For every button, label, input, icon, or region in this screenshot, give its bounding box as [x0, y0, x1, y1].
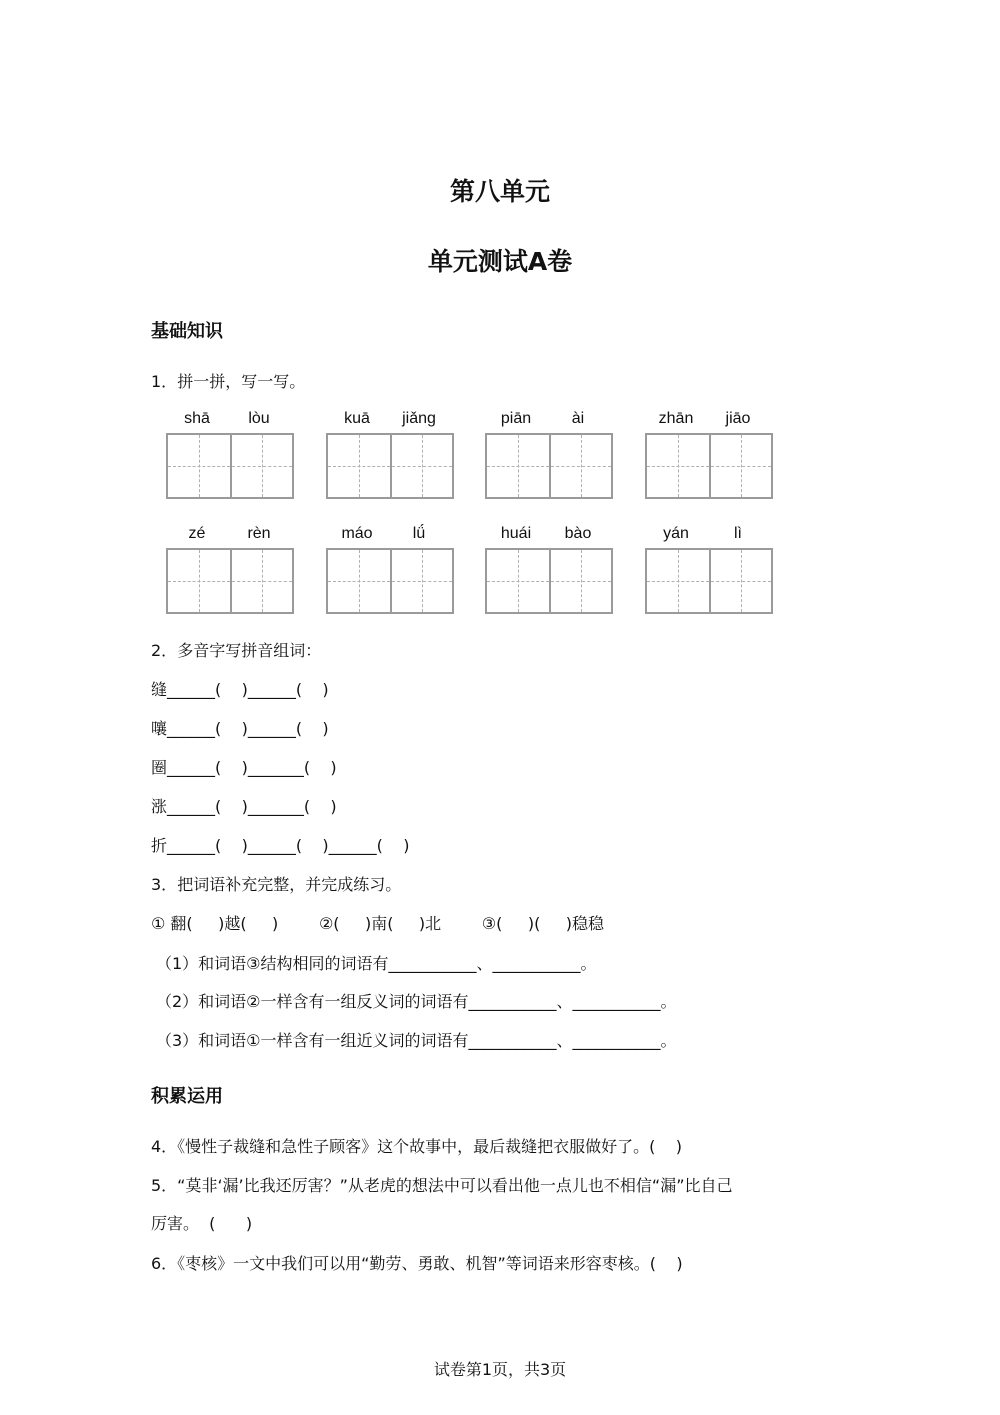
writing-grid	[326, 433, 454, 499]
pinyin-group	[485, 525, 611, 625]
question-text: 多音字写拼音组词：	[177, 641, 322, 660]
pinyin-syllable: ài	[571, 410, 585, 427]
writing-cell[interactable]	[487, 550, 549, 612]
writing-cell[interactable]	[168, 435, 230, 497]
writing-cell[interactable]	[709, 550, 771, 612]
writing-cell[interactable]	[168, 550, 230, 612]
writing-grid	[645, 433, 773, 499]
writing-cell[interactable]	[647, 550, 709, 612]
writing-cell[interactable]	[487, 435, 549, 497]
pinyin-group	[645, 525, 771, 625]
question-2	[151, 641, 321, 661]
question-text: 拼一拼，写一写。	[177, 372, 306, 391]
writing-cell[interactable]	[230, 550, 292, 612]
question-5[interactable]: 5．“莫非‘漏’比我还厉害？”从老虎的想法中可以看出他一点儿也不相信“漏”比自己	[151, 1176, 733, 1195]
polyphone-line-1[interactable]: 缝______( )______( )	[151, 680, 329, 699]
section-heading-basics: 基础知识	[151, 321, 223, 342]
question-3	[151, 875, 401, 895]
writing-grid	[645, 548, 773, 614]
subquestion-3[interactable]: （3）和词语①一样含有一组近义词的词语有___________、___________。	[156, 1031, 677, 1050]
polyphone-line-4[interactable]: 涨______( )_______( )	[151, 797, 337, 816]
polyphone-line-5[interactable]: 折______( )______( )______( )	[151, 836, 410, 855]
question-text: 把词语补充完整，并完成练习。	[177, 875, 402, 894]
writing-grid	[485, 433, 613, 499]
pinyin-syllable: bào	[564, 525, 592, 542]
pinyin-group	[326, 525, 452, 625]
pinyin-group	[645, 410, 771, 510]
writing-cell[interactable]	[390, 435, 452, 497]
pinyin-syllable: lì	[734, 525, 742, 542]
question-6[interactable]: 6．《枣核》一文中我们可以用“勤劳、勇敢、机智”等词语来形容枣核。( )	[151, 1254, 683, 1273]
question-number: 3．	[151, 875, 178, 894]
page-footer: 试卷第1页，共3页	[433, 1360, 567, 1379]
pinyin-syllable: jiǎng	[402, 410, 436, 427]
page-title: 第八单元	[449, 177, 550, 206]
pinyin-syllable: shā	[184, 410, 210, 427]
writing-grid	[326, 548, 454, 614]
writing-cell[interactable]	[328, 550, 390, 612]
writing-cell[interactable]	[390, 550, 452, 612]
page-subtitle: 单元测试A卷	[427, 247, 573, 276]
writing-cell[interactable]	[230, 435, 292, 497]
pinyin-group	[485, 410, 611, 510]
question-5-continued[interactable]: 厉害。 ( )	[151, 1214, 253, 1233]
writing-grid	[485, 548, 613, 614]
pinyin-syllable: zhān	[658, 410, 694, 427]
pinyin-group	[166, 410, 292, 510]
pinyin-syllable: lǘ	[412, 525, 426, 542]
polyphone-line-2[interactable]: 嚷______( )______( )	[151, 719, 329, 738]
polyphone-line-3[interactable]: 圈______( )_______( )	[151, 758, 337, 777]
question-4[interactable]: 4．《慢性子裁缝和急性子顾客》这个故事中，最后裁缝把衣服做好了。( )	[151, 1137, 683, 1156]
pinyin-syllable: zé	[188, 525, 206, 542]
writing-cell[interactable]	[328, 435, 390, 497]
question-number: 1．	[151, 372, 178, 391]
question-number: 2．	[151, 641, 178, 660]
pinyin-syllable: huái	[500, 525, 532, 542]
writing-grid	[166, 433, 294, 499]
pinyin-syllable: jiāo	[725, 410, 751, 427]
subquestion-2[interactable]: （2）和词语②一样含有一组反义词的词语有___________、___________。	[156, 992, 677, 1011]
pinyin-syllable: máo	[341, 525, 373, 542]
writing-cell[interactable]	[647, 435, 709, 497]
pinyin-group	[166, 525, 292, 625]
pinyin-syllable: lòu	[248, 410, 270, 427]
pinyin-group	[326, 410, 452, 510]
pinyin-syllable: rèn	[247, 525, 271, 542]
writing-cell[interactable]	[549, 435, 611, 497]
pinyin-syllable: piān	[500, 410, 532, 427]
writing-cell[interactable]	[709, 435, 771, 497]
question-1	[151, 372, 305, 392]
pinyin-syllable: kuā	[344, 410, 370, 427]
writing-grid	[166, 548, 294, 614]
writing-cell[interactable]	[549, 550, 611, 612]
pinyin-syllable: yán	[663, 525, 689, 542]
subquestion-1[interactable]: （1）和词语③结构相同的词语有___________、___________。	[156, 954, 597, 973]
idiom-completion[interactable]: ① 翻( )越( ) ②( )南( )北 ③( )( )稳稳	[151, 914, 604, 933]
section-heading-accumulation: 积累运用	[151, 1086, 223, 1107]
